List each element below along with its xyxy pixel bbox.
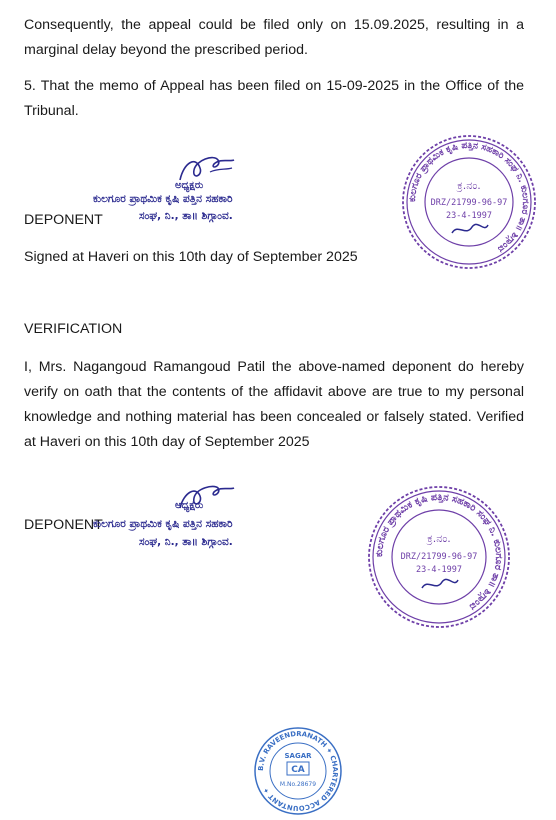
society-stamp-title-2: ಅಧ್ಯಕ್ಷರು xyxy=(175,500,204,511)
round-seal-1-date: 23-4-1997 xyxy=(445,211,493,221)
signed-line: Signed at Haveri on this 10th day of September 2025 xyxy=(24,249,358,265)
deponent-label: DEPONENT xyxy=(24,212,103,228)
deponent-label-2: DEPONENT xyxy=(24,517,103,533)
ca-seal-ring: B.V. RAVEENDRANATH ✦ CHARTERED ACCOUNTANT ✦ xyxy=(256,729,340,813)
round-seal-2-date: 23-4-1997 xyxy=(415,565,463,575)
ca-seal-member-no: M.No.28679 xyxy=(279,781,317,788)
round-seal-1-reg: DRZ/21799-96-97 xyxy=(430,198,508,208)
society-stamp-title: ಅಧ್ಯಕ್ಷರು xyxy=(175,180,204,191)
round-seal-2-reg: DRZ/21799-96-97 xyxy=(400,552,478,562)
round-seal-1-ring: ಕುಲಗೂರ ಪ್ರಾಥಮಿಕ ಕೃಷಿ ಪತ್ತಿನ ಸಹಕಾರಿ ಸಂಘ ನಿ. ಕುಲಗೂರ ತಾ॥ ಶಿಗ್ಗಾಂವ xyxy=(407,140,531,254)
ca-seal-logo: CA xyxy=(291,765,305,775)
paragraph-verification: I, Mrs. Nagangoud Ramangoud Patil the above-named deponent do hereby verify on oath that the contents of the affidavit above are true to my personal knowledge and nothing material has been concealed or falsely stated. Verified at Haveri on this 10th day of September 2025 xyxy=(24,359,524,450)
round-seal-1-center: ಕ್ರ.ನಂ. xyxy=(457,179,481,192)
verification-heading: VERIFICATION xyxy=(24,321,123,337)
society-stamp-name-2: ಕುಲಗೂರ ಪ್ರಾಥಮಿಕ ಕೃಷಿ ಪತ್ತಿನ ಸಹಕಾರಿ xyxy=(93,518,233,530)
round-seal-2-ring: ಕುಲಗೂರ ಪ್ರಾಥಮಿಕ ಕೃಷಿ ಪತ್ತಿನ ಸಹಕಾರಿ ಸಂಘ ನಿ. ಕುಲಗೂರ ತಾ॥ ಶಿಗ್ಗಾಂವ xyxy=(373,491,505,613)
round-seal-2-center: ಕ್ರ.ನಂ. xyxy=(427,532,451,545)
society-stamp-place: ಸಂಘ, ನಿ., ತಾ॥ ಶಿಗ್ಗಾಂವ. xyxy=(139,210,233,222)
paragraph-filing: 5. That the memo of Appeal has been filed on 15-09-2025 in the Office of the Tribunal. xyxy=(24,78,524,119)
society-stamp-place-2: ಸಂಘ, ನಿ., ತಾ॥ ಶಿಗ್ಗಾಂವ. xyxy=(139,536,233,548)
ca-seal xyxy=(253,726,343,816)
ca-seal-city: SAGAR xyxy=(284,752,312,760)
round-seal-2 xyxy=(366,484,512,630)
paragraph-delay: Consequently, the appeal could be filed only on 15.09.2025, resulting in a marginal delay beyond the prescribed period. xyxy=(24,17,524,58)
round-seal-1 xyxy=(400,133,538,271)
society-stamp-name: ಕುಲಗೂರ ಪ್ರಾಥಮಿಕ ಕೃಷಿ ಪತ್ತಿನ ಸಹಕಾರಿ xyxy=(93,193,233,205)
